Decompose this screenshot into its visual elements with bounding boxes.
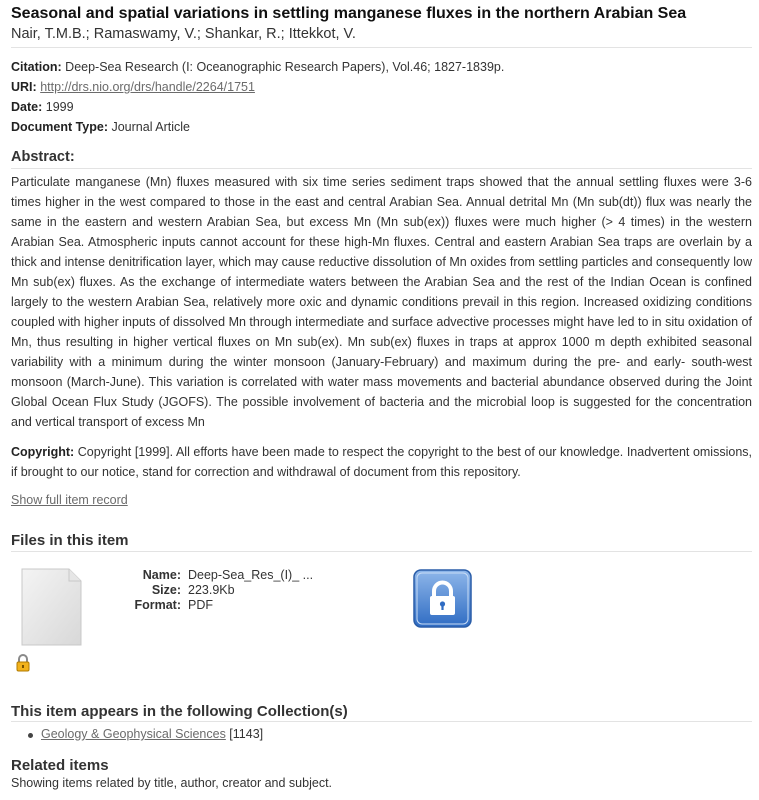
- file-name-value: Deep-Sea_Res_(I)_ ...: [188, 568, 314, 582]
- uri-label: URI:: [11, 80, 37, 94]
- copyright-block: [11, 442, 752, 482]
- collection-count: [1143]: [225, 727, 264, 741]
- divider: [11, 551, 752, 552]
- doctype-row: [11, 120, 190, 134]
- citation-row: [11, 60, 504, 74]
- item-authors: Nair, T.M.B.; Ramaswamy, V.; Shankar, R.; Ittekkot, V.: [11, 26, 356, 42]
- date-value: 1999: [45, 100, 74, 114]
- collections-heading: This item appears in the following Collection(s): [11, 703, 348, 720]
- related-items-heading: Related items: [11, 757, 109, 774]
- file-name-label: Name:: [142, 568, 181, 582]
- restricted-access-lock-icon[interactable]: [413, 569, 472, 628]
- file-size-value: 223.9Kb: [188, 583, 235, 597]
- copyright-label: Copyright:: [11, 445, 75, 459]
- citation-label: Citation:: [11, 60, 62, 74]
- abstract-heading: Abstract:: [11, 149, 75, 165]
- abstract-text: Particulate manganese (Mn) fluxes measured with six time series sediment traps showed that the annual settling fluxes were 3-6 times higher in the west compared to those in the east and central Arabian Sea. Annual detrital Mn (Mn sub(dt)) flux was nearly the same in the eastern and western Arabian Sea, but excess Mn (Mn sub(ex)) fluxes were much higher (> 4 times) in the western Arabian Sea. Atmospheric inputs cannot account for these high-Mn fluxes. Central and eastern Arabian Sea traps are overlain by a thick and intense denitrification layer, which may cause reductive dissolution of Mn oxides from settling particles and consequently low Mn sub(ex) fluxes. As the exchange of intermediate waters between the Arabian Sea and the rest of the Indian Ocean is confined largely to the western Arabian Sea, relatively more oxic and dynamic conditions prevail in this region. Increased oxidizing conditions coupled with higher inputs of dissolved Mn through intermediate and surface advective processes might have led to in situ oxidation of Mn, thus resulting in higher vertical fluxes on Mn sub(ex). Mn sub(ex) fluxes in traps at approx 1000 m depth exhibited seasonal variability with a minimum during the winter monsoon (January-February) and maximum during the pre- and early- south-west monsoon (March-June). This variation is correlated with water mass movements and bacterial abundance observed during the Joint Global Ocean Flux Study (JGOFS). The possible involvement of bacteria and the microbial loop is suggested for the concentration and vertical transport of excess Mn: [11, 175, 752, 429]
- divider: [11, 721, 752, 722]
- uri-link[interactable]: http://drs.nio.org/drs/handle/2264/1751: [40, 80, 255, 94]
- related-items-subtitle: Showing items related by title, author, creator and subject.: [11, 776, 333, 790]
- files-heading: Files in this item: [11, 532, 129, 549]
- file-format-label: Format:: [134, 598, 181, 612]
- show-full-record-link[interactable]: Show full item record: [11, 493, 128, 507]
- citation-value: Deep-Sea Research (I: Oceanographic Research Papers), Vol.46; 1827-1839p.: [65, 60, 505, 74]
- divider: [11, 47, 752, 48]
- doctype-value: Journal Article: [111, 120, 190, 134]
- lock-icon: [15, 654, 31, 672]
- doctype-label: Document Type:: [11, 120, 108, 134]
- file-size-label: Size:: [151, 583, 181, 597]
- uri-row: [11, 80, 255, 94]
- divider: [11, 168, 752, 169]
- file-thumbnail[interactable]: [21, 568, 82, 646]
- date-label: Date:: [11, 100, 43, 114]
- item-title: Seasonal and spatial variations in settling manganese fluxes in the northern Arabian Sea: [11, 5, 687, 22]
- file-format-value: PDF: [188, 598, 213, 612]
- collection-list-item: [41, 727, 263, 741]
- collection-link[interactable]: Geology & Geophysical Sciences: [41, 727, 226, 741]
- date-row: [11, 100, 74, 114]
- copyright-text: Copyright [1999]. All efforts have been made to respect the copyright to the best of our knowledge. Inadvertent omissions, if brought to our notice, stand for correction and withdrawal of document from this repository.: [11, 445, 752, 479]
